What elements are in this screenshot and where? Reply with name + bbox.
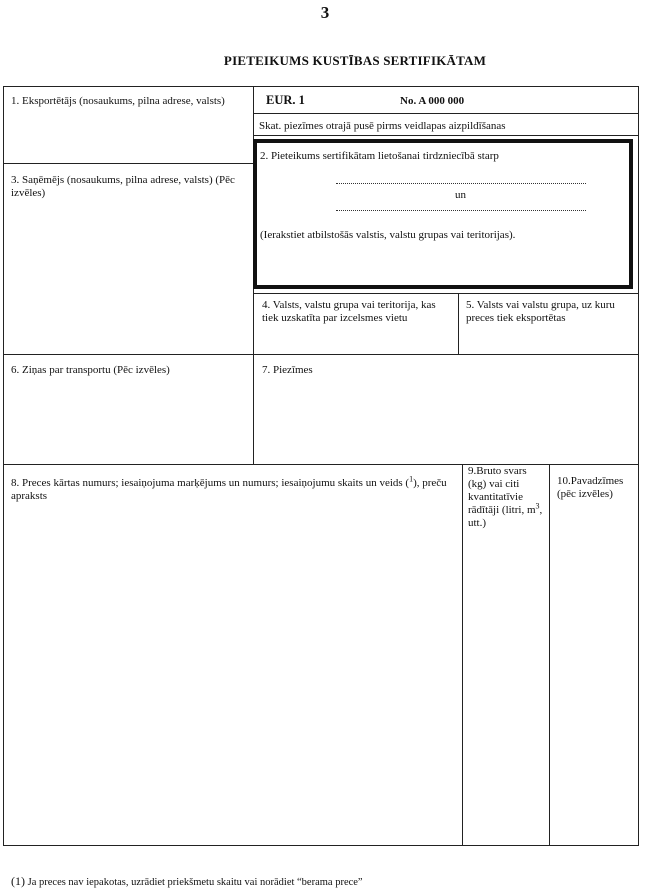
box6-label: 6. Ziņas par transportu (Pēc izvēles) [11,364,170,376]
form-title: PIETEIKUMS KUSTĪBAS SERTIFIKĀTAM [223,53,487,68]
box8-text-a: 8. Preces kārtas numurs; iesaiņojuma marķējums un numurs; iesaiņojumu skaits un veids ( [11,477,410,489]
divider-box4-box5 [458,293,459,354]
box8-footnote-ref: 1 [409,474,414,484]
box9-text-b: , utt.) [468,504,543,529]
frame-top-line [3,86,639,87]
frame-bottom-line [3,845,639,846]
box1-label: 1. Eksportētājs (nosaukums, pilna adrese, valsts) [11,95,225,107]
footnote-marker: (1) [11,874,25,888]
box3-label: 3. Saņēmējs (nosaukums, pilna adrese, valsts) (Pēc izvēles) [11,174,235,199]
divider-box8-box9 [462,464,463,845]
box8-text-b: ), preču apraksts [11,477,447,502]
box9-superscript: 3 [535,501,540,511]
box2-label: 2. Pieteikums sertifikātam lietošanai tirdzniecībā starp [260,150,499,162]
footnote-text: Ja preces nav iepakotas, uzrādiet priekšmetu skaitu vai norādiet “berama prece” [27,877,363,888]
page-number: 3 [320,3,330,22]
eur-label: EUR. 1 [266,93,305,107]
notice-text: Skat. piezīmes otrajā pusē pirms veidlapas aizpildīšanas [259,120,506,132]
box2-hint: (Ierakstiet atbilstošās valstis, valstu grupas vai teritorijas). [260,229,516,241]
box9-label [468,465,546,530]
frame-left-line [3,86,4,846]
divider-eur-row [253,113,639,114]
divider-box9-box10 [549,464,550,845]
box2-dotted-line-1 [336,183,586,184]
box4-label: 4. Valsts, valstu grupa vai teritorija, kas tiek uzskatīta par izcelsmes vietu [262,299,436,324]
box2-dotted-line-2 [336,210,586,211]
box5-label: 5. Valsts vai valstu grupa, uz kuru preces tiek eksportētas [466,299,615,324]
box10-label: 10.Pavadzīmes (pēc izvēles) [557,475,624,500]
footnote [11,875,641,889]
box8-label [11,474,451,503]
divider-box4-top [253,293,639,294]
divider-box3-box6 [3,354,639,355]
box7-label: 7. Piezīmes [262,364,313,376]
frame-right-line [638,86,639,846]
box9-text-a: 9.Bruto svars (kg) vai citi kvantitatīvie rādītāji (litri, m [468,465,536,516]
certificate-number: No. A 000 000 [400,95,465,107]
divider-box1-box3 [3,163,253,164]
box2-and: un [455,189,466,201]
divider-notice-row [253,135,639,136]
